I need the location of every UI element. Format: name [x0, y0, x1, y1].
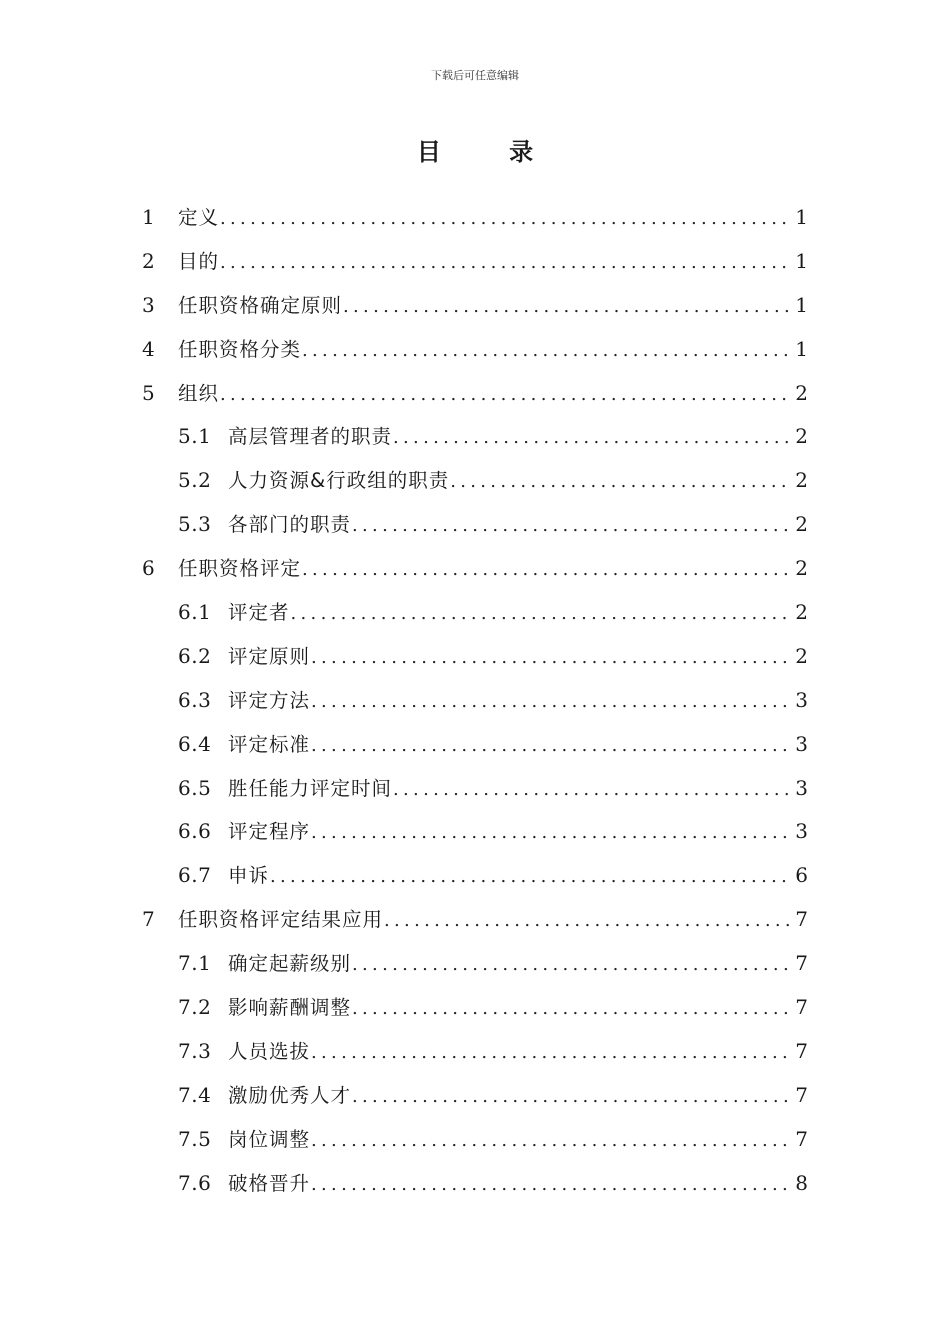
toc-entry-title: 人力资源&行政组的职责	[228, 469, 450, 493]
toc-entry-page-number: 2	[795, 600, 808, 625]
toc-entry-page-number: 2	[795, 556, 808, 581]
toc-entry-page-number: 1	[795, 292, 808, 317]
toc-dot-leader	[291, 592, 793, 635]
toc-entry[interactable]	[142, 986, 808, 1030]
toc-entry[interactable]	[142, 503, 808, 547]
toc-entry-title: 胜任能力评定时间	[228, 776, 393, 800]
toc-entry-number: 7.5	[178, 1126, 212, 1151]
toc-entry-page-number: 3	[795, 819, 808, 844]
toc-entry[interactable]	[142, 328, 808, 372]
toc-dot-leader	[220, 373, 792, 416]
toc-entry[interactable]	[142, 547, 808, 591]
page-title: 目 录	[416, 138, 564, 166]
toc-entry-title: 评定方法	[228, 688, 311, 712]
toc-entry[interactable]	[142, 372, 808, 416]
toc-entry-number: 6.1	[178, 600, 212, 625]
toc-entry-title: 目的	[178, 249, 220, 273]
toc-entry[interactable]	[142, 1030, 808, 1074]
toc-entry-number: 1	[142, 205, 156, 229]
toc-entry-title: 申诉	[228, 864, 270, 888]
toc-entry-page-number: 8	[795, 1170, 808, 1195]
toc-entry-title: 评定程序	[228, 820, 311, 844]
toc-entry-page-number: 3	[795, 687, 808, 712]
toc-dot-leader	[311, 724, 792, 767]
toc-entry-title: 组织	[178, 381, 220, 405]
toc-dot-leader	[220, 197, 792, 240]
toc-entry[interactable]	[142, 196, 808, 240]
toc-entry-title: 各部门的职责	[228, 513, 352, 537]
toc-entry-number: 7.3	[178, 1038, 212, 1063]
toc-entry-title: 评定原则	[228, 644, 311, 668]
toc-entry[interactable]	[142, 459, 808, 503]
toc-entry-page-number: 3	[795, 731, 808, 756]
toc-entry-title: 任职资格评定	[178, 557, 302, 581]
toc-dot-leader	[311, 1031, 792, 1074]
toc-dot-leader	[311, 811, 792, 854]
toc-entry-page-number: 7	[795, 1126, 808, 1151]
toc-dot-leader	[311, 1163, 792, 1206]
toc-entry-number: 6	[142, 556, 156, 581]
toc-entry[interactable]	[142, 635, 808, 679]
toc-dot-leader	[270, 855, 792, 898]
toc-entry-number: 5.1	[178, 424, 212, 449]
toc-dot-leader	[352, 504, 792, 547]
toc-entry-title: 破格晋升	[228, 1171, 311, 1195]
toc-entry-number: 6.7	[178, 863, 212, 888]
toc-entry[interactable]	[142, 810, 808, 854]
toc-entry-number: 6.3	[178, 687, 212, 712]
toc-entry-title: 高层管理者的职责	[228, 425, 393, 449]
toc-entry-page-number: 1	[795, 205, 808, 229]
toc-entry-number: 3	[142, 292, 156, 317]
toc-dot-leader	[302, 548, 792, 591]
toc-entry-title: 任职资格评定结果应用	[178, 908, 384, 932]
toc-entry[interactable]	[142, 723, 808, 767]
toc-entry-number: 5	[142, 380, 156, 405]
toc-dot-leader	[352, 943, 792, 986]
toc-dot-leader	[450, 460, 792, 503]
toc-entry-page-number: 1	[795, 336, 808, 361]
toc-entry-number: 5.3	[178, 512, 212, 537]
toc-entry-number: 2	[142, 248, 156, 273]
toc-entry-number: 7.4	[178, 1082, 212, 1107]
toc-entry[interactable]	[142, 767, 808, 811]
toc-entry-page-number: 7	[795, 907, 808, 932]
toc-entry-page-number: 2	[795, 643, 808, 668]
toc-entry-number: 6.2	[178, 643, 212, 668]
toc-entry-title: 确定起薪级别	[228, 952, 352, 976]
toc-entry-number: 7.2	[178, 995, 212, 1020]
toc-entry[interactable]	[142, 1118, 808, 1162]
toc-entry[interactable]	[142, 898, 808, 942]
toc-entry-number: 6.6	[178, 819, 212, 844]
toc-entry-title: 人员选拔	[228, 1039, 311, 1063]
toc-entry-page-number: 2	[795, 468, 808, 493]
toc-entry-number: 7.1	[178, 951, 212, 976]
toc-entry[interactable]	[142, 854, 808, 898]
toc-dot-leader	[352, 987, 792, 1030]
toc-dot-leader	[352, 1075, 792, 1118]
toc-entry-title: 激励优秀人才	[228, 1083, 352, 1107]
toc-dot-leader	[311, 1119, 792, 1162]
toc-entry-page-number: 3	[795, 775, 808, 800]
toc-entry-number: 4	[142, 336, 156, 361]
toc-entry-page-number: 2	[795, 380, 808, 405]
header-note: 下载后可任意编辑	[431, 69, 519, 82]
table-of-contents	[142, 196, 808, 1205]
toc-entry-title: 任职资格分类	[178, 337, 302, 361]
toc-entry-page-number: 7	[795, 995, 808, 1020]
toc-entry-number: 6.4	[178, 731, 212, 756]
toc-entry[interactable]	[142, 284, 808, 328]
toc-entry[interactable]	[142, 942, 808, 986]
toc-entry-number: 5.2	[178, 468, 212, 493]
toc-dot-leader	[302, 329, 792, 372]
toc-dot-leader	[311, 636, 792, 679]
toc-dot-leader	[220, 241, 792, 284]
toc-entry[interactable]	[142, 679, 808, 723]
toc-dot-leader	[343, 285, 792, 328]
toc-entry-title: 评定标准	[228, 732, 311, 756]
toc-dot-leader	[384, 899, 792, 942]
toc-entry[interactable]	[142, 415, 808, 459]
toc-entry-page-number: 7	[795, 1082, 808, 1107]
toc-entry[interactable]	[142, 240, 808, 284]
toc-entry[interactable]	[142, 591, 808, 635]
toc-entry[interactable]	[142, 1162, 808, 1206]
toc-entry-title: 影响薪酬调整	[228, 996, 352, 1020]
toc-entry-title: 岗位调整	[228, 1127, 311, 1151]
toc-entry-page-number: 2	[795, 424, 808, 449]
toc-dot-leader	[311, 680, 792, 723]
toc-entry-title: 定义	[178, 206, 220, 229]
toc-entry-page-number: 7	[795, 1038, 808, 1063]
toc-entry-page-number: 6	[795, 863, 808, 888]
toc-entry-page-number: 2	[795, 512, 808, 537]
toc-entry[interactable]	[142, 1074, 808, 1118]
toc-entry-page-number: 7	[795, 951, 808, 976]
toc-entry-page-number: 1	[795, 248, 808, 273]
toc-dot-leader	[393, 416, 792, 459]
toc-entry-number: 7	[142, 907, 156, 932]
toc-entry-number: 6.5	[178, 775, 212, 800]
toc-entry-title: 评定者	[228, 601, 290, 625]
toc-entry-title: 任职资格确定原则	[178, 293, 343, 317]
toc-dot-leader	[393, 768, 792, 811]
toc-entry-number: 7.6	[178, 1170, 212, 1195]
